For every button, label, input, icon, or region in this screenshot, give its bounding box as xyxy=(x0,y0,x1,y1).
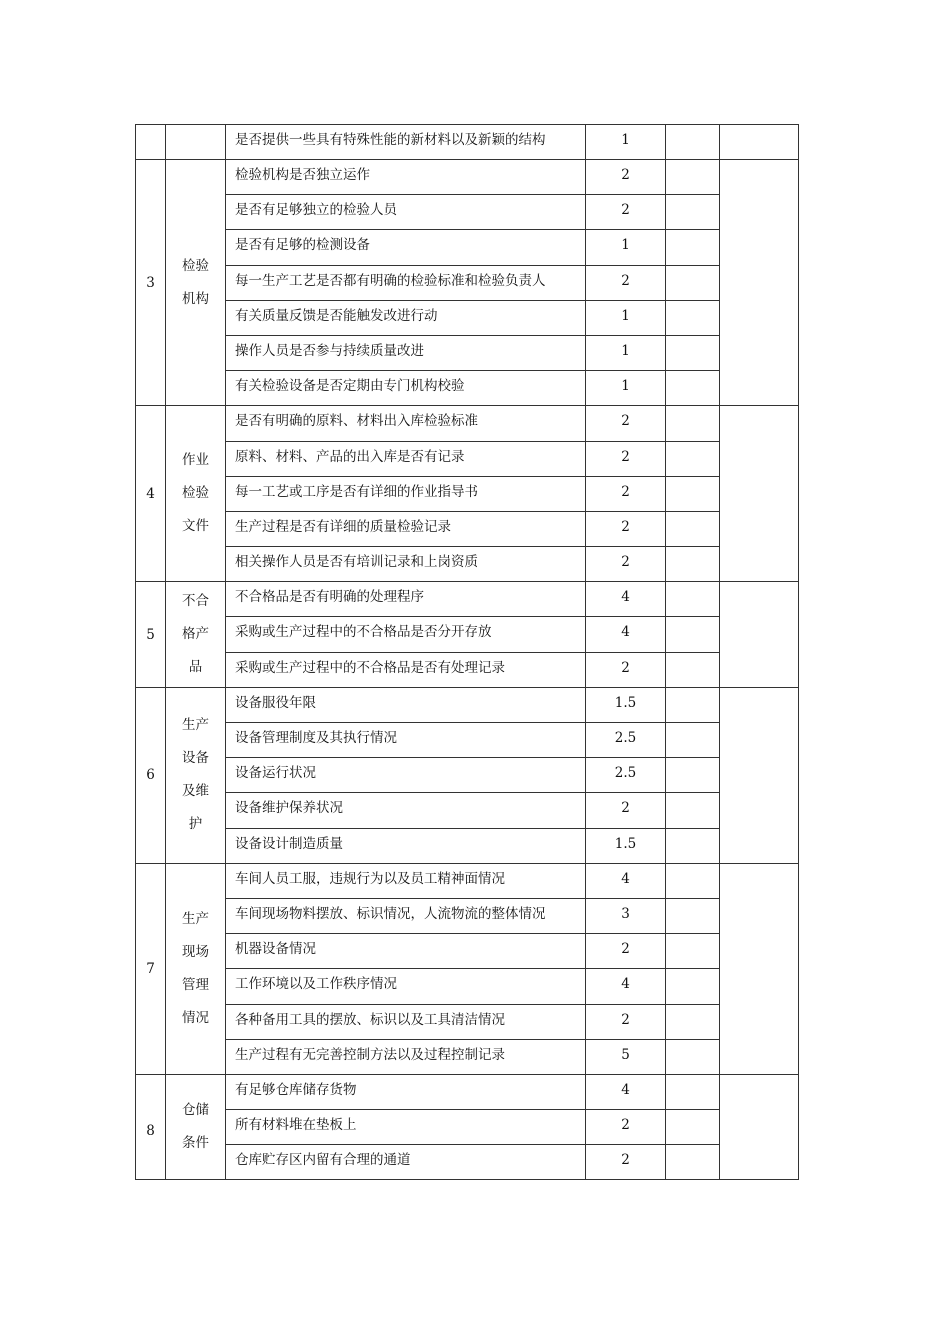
item-text: 设备设计制造质量 xyxy=(226,828,586,863)
remark-cell xyxy=(720,582,799,688)
rating-cell xyxy=(666,371,720,406)
table-row xyxy=(136,371,799,406)
item-score: 2 xyxy=(586,476,666,511)
table-row xyxy=(136,265,799,300)
item-text: 操作人员是否参与持续质量改进 xyxy=(226,335,586,370)
remark-cell xyxy=(720,863,799,1074)
table-row xyxy=(136,863,799,898)
item-text: 采购或生产过程中的不合格品是否有处理记录 xyxy=(226,652,586,687)
group-category xyxy=(166,406,226,582)
item-text: 不合格品是否有明确的处理程序 xyxy=(226,582,586,617)
item-score: 4 xyxy=(586,582,666,617)
rating-cell xyxy=(666,547,720,582)
category-line: 文件 xyxy=(182,518,209,535)
item-text: 设备管理制度及其执行情况 xyxy=(226,723,586,758)
rating-cell xyxy=(666,828,720,863)
category-line: 设备 xyxy=(182,750,209,767)
table-row xyxy=(136,934,799,969)
category-line: 条件 xyxy=(182,1135,209,1152)
rating-cell xyxy=(666,1110,720,1145)
item-score: 2 xyxy=(586,406,666,441)
item-text: 相关操作人员是否有培训记录和上岗资质 xyxy=(226,547,586,582)
item-text: 是否有明确的原料、材料出入库检验标准 xyxy=(226,406,586,441)
item-text: 仓库贮存区内留有合理的通道 xyxy=(226,1145,586,1180)
rating-cell xyxy=(666,863,720,898)
item-score: 2 xyxy=(586,793,666,828)
category-line: 品 xyxy=(188,659,203,676)
table-row xyxy=(136,617,799,652)
item-score: 2 xyxy=(586,441,666,476)
table-row xyxy=(136,758,799,793)
item-text: 有关检验设备是否定期由专门机构校验 xyxy=(226,371,586,406)
item-text: 每一生产工艺是否都有明确的检验标准和检验负责人 xyxy=(226,265,586,300)
item-score: 1.5 xyxy=(586,687,666,722)
rating-cell xyxy=(666,511,720,546)
rating-cell xyxy=(666,1004,720,1039)
category-line: 情况 xyxy=(182,1009,209,1026)
item-text: 检验机构是否独立运作 xyxy=(226,160,586,195)
rating-cell xyxy=(666,476,720,511)
item-score: 5 xyxy=(586,1039,666,1074)
item-score: 2 xyxy=(586,652,666,687)
remark-cell xyxy=(720,406,799,582)
rating-cell xyxy=(666,160,720,195)
group-category xyxy=(166,1074,226,1180)
table-row xyxy=(136,547,799,582)
table-row xyxy=(136,300,799,335)
category-line: 及维 xyxy=(182,783,209,800)
item-text: 设备运行状况 xyxy=(226,758,586,793)
item-text: 所有材料堆在垫板上 xyxy=(226,1110,586,1145)
group-number: 3 xyxy=(136,160,166,406)
group-category xyxy=(166,125,226,160)
item-score: 2 xyxy=(586,1110,666,1145)
category-line: 检验 xyxy=(182,485,209,502)
item-score: 2 xyxy=(586,934,666,969)
table-row xyxy=(136,441,799,476)
group-number xyxy=(136,125,166,160)
category-line: 护 xyxy=(188,816,203,833)
group-number: 5 xyxy=(136,582,166,688)
rating-cell xyxy=(666,652,720,687)
rating-cell xyxy=(666,195,720,230)
table-row xyxy=(136,652,799,687)
rating-cell xyxy=(666,617,720,652)
rating-cell xyxy=(666,934,720,969)
rating-cell xyxy=(666,758,720,793)
rating-cell xyxy=(666,335,720,370)
item-score: 2 xyxy=(586,195,666,230)
item-score: 2 xyxy=(586,1145,666,1180)
item-text: 有足够仓库储存货物 xyxy=(226,1074,586,1109)
item-text: 生产过程是否有详细的质量检验记录 xyxy=(226,511,586,546)
item-score: 1 xyxy=(586,300,666,335)
remark-cell xyxy=(720,1074,799,1180)
item-score: 2 xyxy=(586,160,666,195)
table-row xyxy=(136,476,799,511)
table-row xyxy=(136,160,799,195)
item-text: 原料、材料、产品的出入库是否有记录 xyxy=(226,441,586,476)
item-score: 2 xyxy=(586,547,666,582)
item-text: 机器设备情况 xyxy=(226,934,586,969)
item-score: 1 xyxy=(586,125,666,160)
rating-cell xyxy=(666,1039,720,1074)
table-row xyxy=(136,511,799,546)
rating-cell xyxy=(666,1145,720,1180)
table-row xyxy=(136,969,799,1004)
item-text: 车间现场物料摆放、标识情况，人流物流的整体情况 xyxy=(226,898,586,933)
item-score: 2.5 xyxy=(586,758,666,793)
item-score: 4 xyxy=(586,617,666,652)
rating-cell xyxy=(666,125,720,160)
category-line: 机构 xyxy=(182,290,209,307)
remark-cell xyxy=(720,687,799,863)
item-score: 4 xyxy=(586,1074,666,1109)
remark-cell xyxy=(720,125,799,160)
rating-cell xyxy=(666,441,720,476)
item-text: 有关质量反馈是否能触发改进行动 xyxy=(226,300,586,335)
category-line: 作业 xyxy=(182,452,209,469)
table-row xyxy=(136,723,799,758)
group-category xyxy=(166,687,226,863)
item-text: 生产过程有无完善控制方法以及过程控制记录 xyxy=(226,1039,586,1074)
item-score: 1 xyxy=(586,371,666,406)
rating-cell xyxy=(666,582,720,617)
table-row xyxy=(136,582,799,617)
item-text: 采购或生产过程中的不合格品是否分开存放 xyxy=(226,617,586,652)
rating-cell xyxy=(666,300,720,335)
category-line: 检验 xyxy=(182,257,209,274)
item-score: 1 xyxy=(586,335,666,370)
category-line: 仓储 xyxy=(182,1102,209,1119)
table-row xyxy=(136,195,799,230)
group-number: 8 xyxy=(136,1074,166,1180)
group-category xyxy=(166,160,226,406)
category-line: 不合 xyxy=(182,593,209,610)
rating-cell xyxy=(666,687,720,722)
table-row xyxy=(136,828,799,863)
category-line: 生产 xyxy=(182,910,209,927)
rating-cell xyxy=(666,969,720,1004)
group-number: 6 xyxy=(136,687,166,863)
category-line: 生产 xyxy=(182,717,209,734)
item-score: 4 xyxy=(586,863,666,898)
item-text: 设备服役年限 xyxy=(226,687,586,722)
rating-cell xyxy=(666,406,720,441)
group-category xyxy=(166,863,226,1074)
item-score: 2.5 xyxy=(586,723,666,758)
item-score: 2 xyxy=(586,511,666,546)
item-score: 3 xyxy=(586,898,666,933)
rating-cell xyxy=(666,723,720,758)
table-row xyxy=(136,1039,799,1074)
item-score: 1.5 xyxy=(586,828,666,863)
rating-cell xyxy=(666,898,720,933)
table-row xyxy=(136,898,799,933)
item-score: 4 xyxy=(586,969,666,1004)
group-number: 7 xyxy=(136,863,166,1074)
table-body xyxy=(136,125,799,1180)
evaluation-table xyxy=(135,124,799,1180)
table-row xyxy=(136,125,799,160)
remark-cell xyxy=(720,160,799,406)
table-row xyxy=(136,1145,799,1180)
table-row xyxy=(136,1004,799,1039)
item-score: 1 xyxy=(586,230,666,265)
item-text: 是否有足够的检测设备 xyxy=(226,230,586,265)
group-number: 4 xyxy=(136,406,166,582)
rating-cell xyxy=(666,230,720,265)
rating-cell xyxy=(666,793,720,828)
category-line: 现场 xyxy=(182,943,209,960)
category-line: 格产 xyxy=(182,626,209,643)
item-text: 各种备用工具的摆放、标识以及工具清洁情况 xyxy=(226,1004,586,1039)
table-row xyxy=(136,335,799,370)
item-text: 车间人员工服，违规行为以及员工精神面情况 xyxy=(226,863,586,898)
item-text: 每一工艺或工序是否有详细的作业指导书 xyxy=(226,476,586,511)
item-score: 2 xyxy=(586,1004,666,1039)
group-category xyxy=(166,582,226,688)
table-row xyxy=(136,406,799,441)
rating-cell xyxy=(666,265,720,300)
table-row xyxy=(136,230,799,265)
item-text: 设备维护保养状况 xyxy=(226,793,586,828)
item-text: 是否有足够独立的检验人员 xyxy=(226,195,586,230)
table-row xyxy=(136,1110,799,1145)
rating-cell xyxy=(666,1074,720,1109)
table-row xyxy=(136,1074,799,1109)
item-text: 是否提供一些具有特殊性能的新材料以及新颖的结构 xyxy=(226,125,586,160)
table-row xyxy=(136,687,799,722)
item-text: 工作环境以及工作秩序情况 xyxy=(226,969,586,1004)
category-line: 管理 xyxy=(182,976,209,993)
item-score: 2 xyxy=(586,265,666,300)
table-row xyxy=(136,793,799,828)
